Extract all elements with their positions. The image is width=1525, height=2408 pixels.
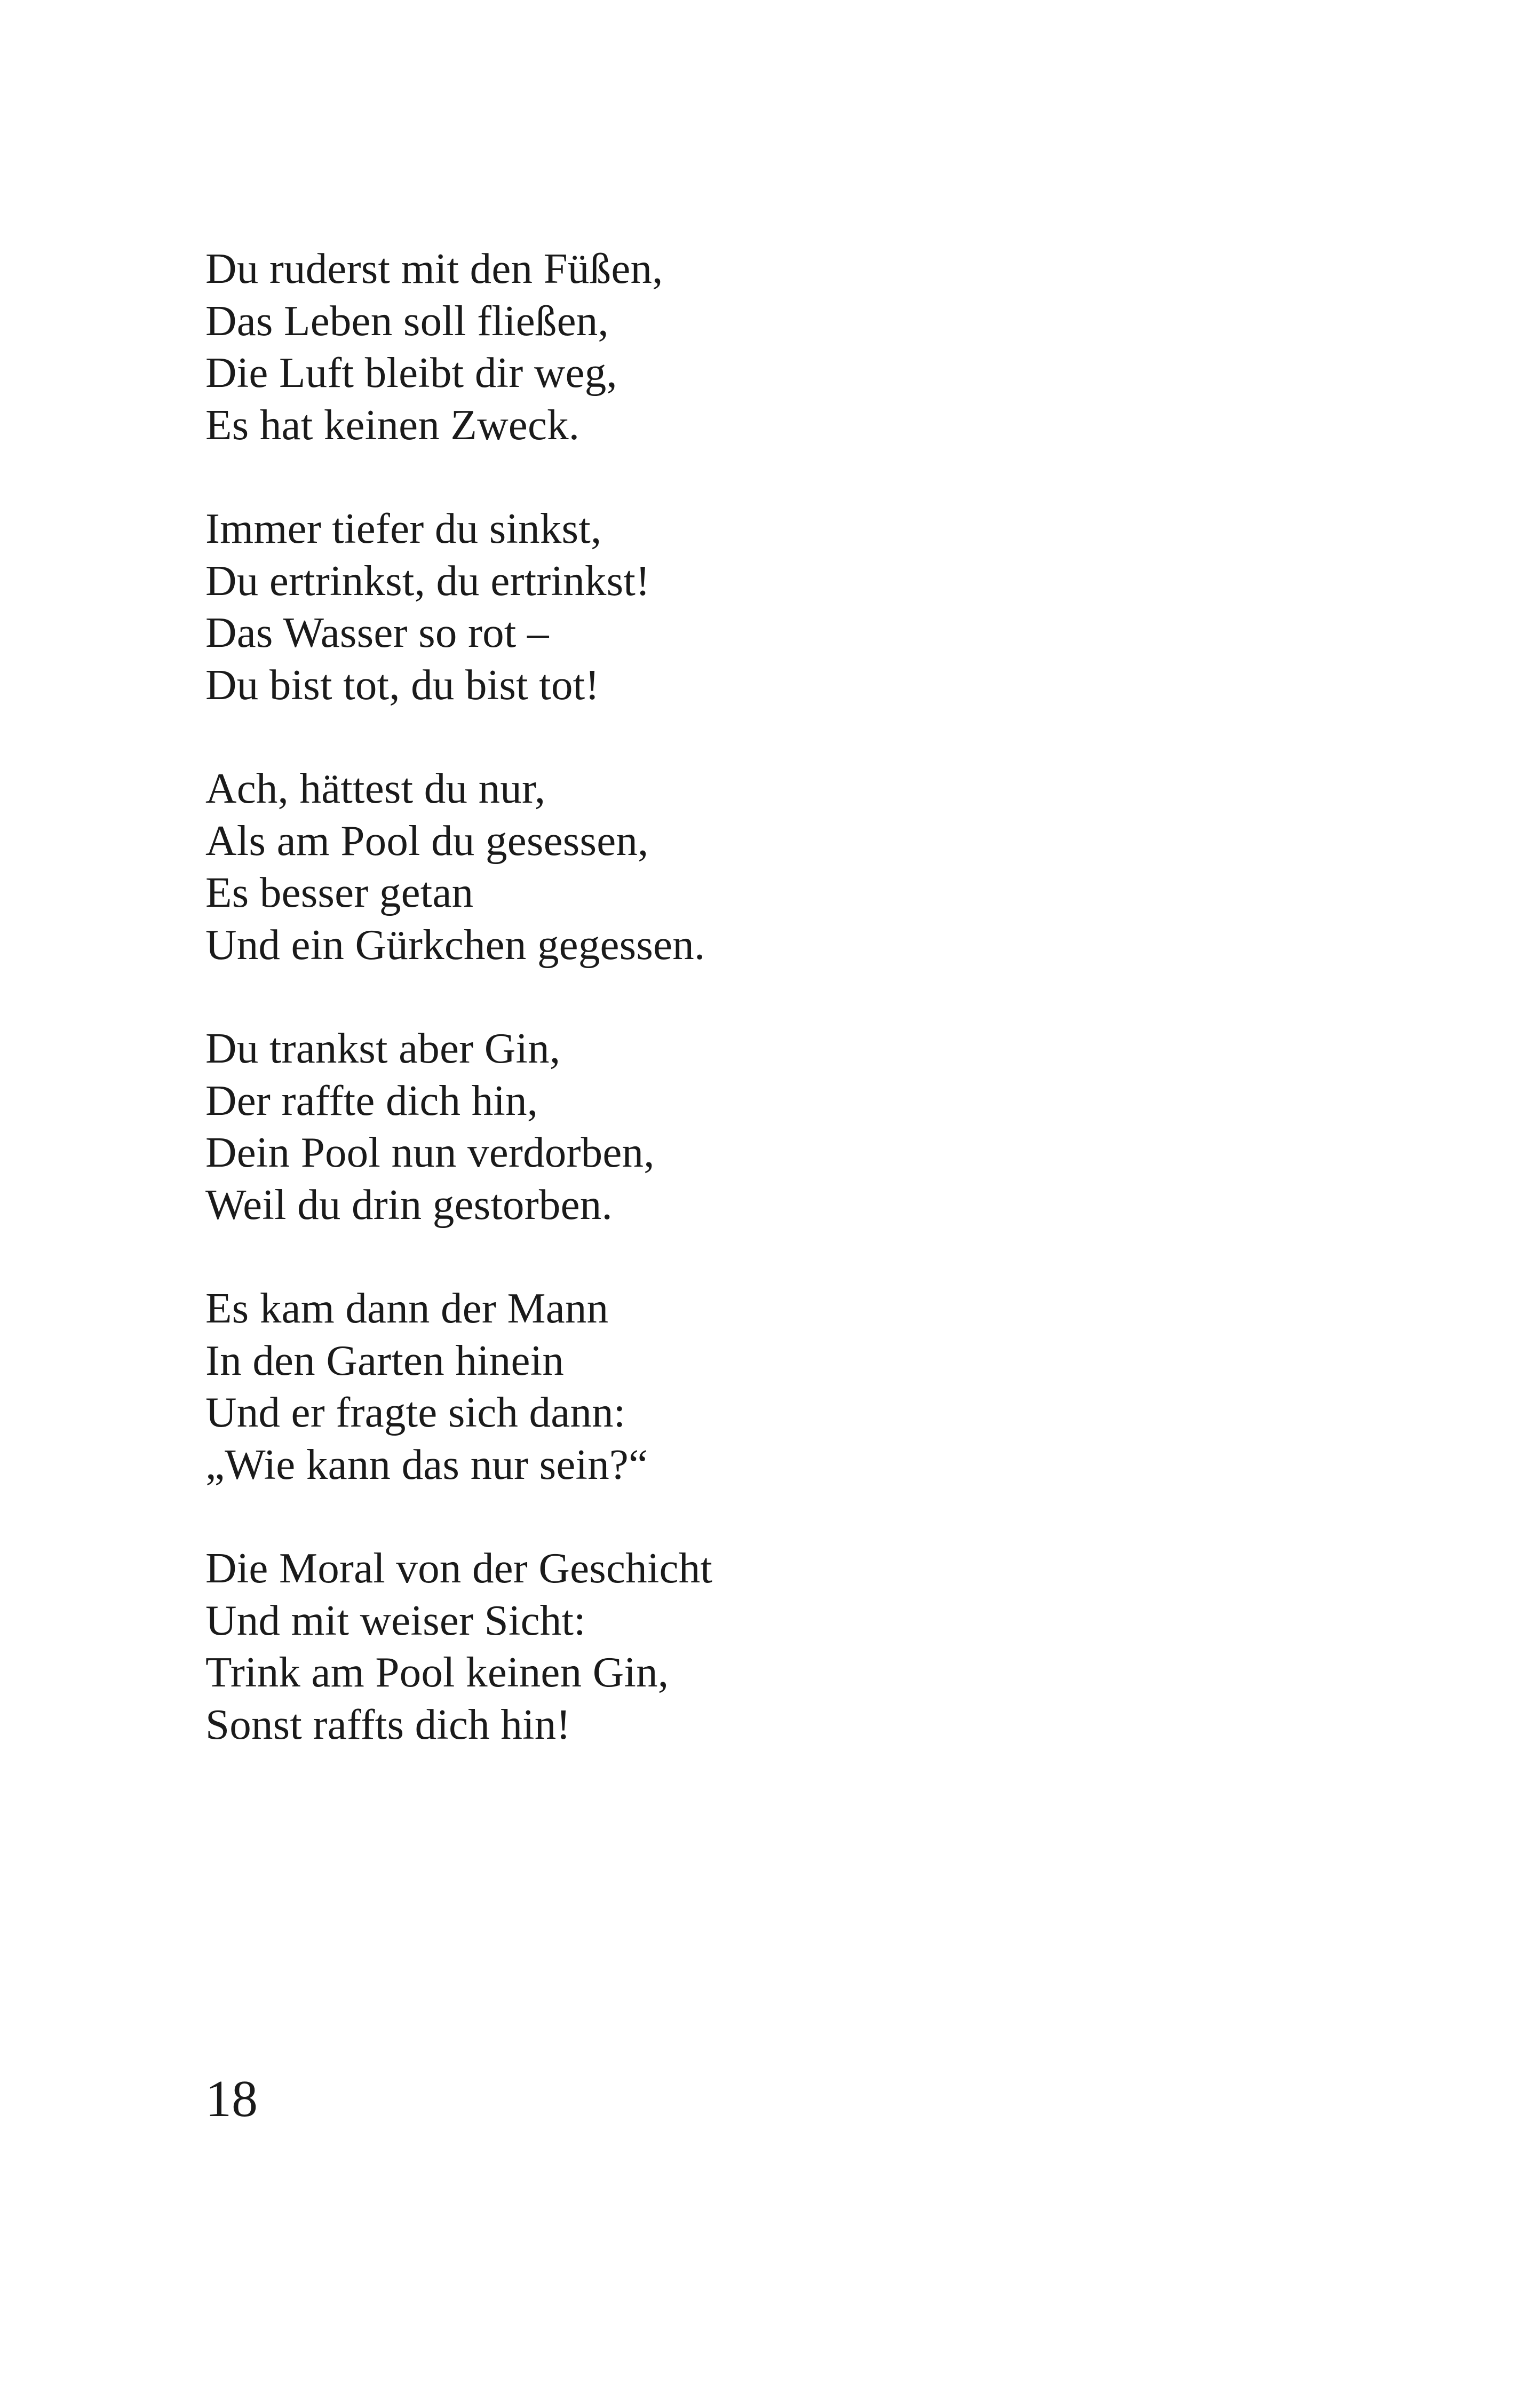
- poem-line: Das Wasser so rot –: [205, 608, 549, 656]
- poem-line: Sonst raffts dich hin!: [205, 1700, 571, 1748]
- poem-line: Trink am Pool keinen Gin,: [205, 1648, 669, 1696]
- poem-stanza-4: [205, 1023, 1326, 1231]
- poem-line: Es besser getan: [205, 868, 474, 916]
- poem-stanza-1: [205, 243, 1326, 451]
- poem-stanza-2: [205, 503, 1326, 711]
- poem-line: Die Moral von der Geschicht: [205, 1544, 713, 1592]
- page-number: 18: [205, 2070, 258, 2128]
- poem-line: Du trankst aber Gin,: [205, 1024, 561, 1072]
- poem-line: Es kam dann der Mann: [205, 1284, 609, 1332]
- poem-line: Du ertrinkst, du ertrinkst!: [205, 556, 650, 605]
- poem-line: Du bist tot, du bist tot!: [205, 660, 600, 709]
- poem-line: Dein Pool nun verdorben,: [205, 1128, 655, 1176]
- poem-line: Das Leben soll fließen,: [205, 296, 609, 345]
- poem-line: Ach, hättest du nur,: [205, 764, 546, 812]
- poem-stanza-5: [205, 1282, 1326, 1491]
- poem-line: Weil du drin gestorben.: [205, 1180, 613, 1229]
- poem-line: Die Luft bleibt dir weg,: [205, 348, 617, 397]
- poem-line: Immer tiefer du sinkst,: [205, 504, 602, 552]
- poem-line: In den Garten hinein: [205, 1336, 565, 1384]
- poem-line: Als am Pool du gesessen,: [205, 816, 649, 865]
- poem-line: „Wie kann das nur sein?“: [205, 1440, 648, 1488]
- poem-line: Und er fragte sich dann:: [205, 1388, 626, 1436]
- poem-line: Du ruderst mit den Füßen,: [205, 244, 663, 292]
- poem-line: Und mit weiser Sicht:: [205, 1596, 586, 1644]
- poem-line: Der raffte dich hin,: [205, 1076, 538, 1124]
- poem-body: [205, 243, 1326, 1802]
- poem-line: Und ein Gürkchen gegessen.: [205, 920, 705, 969]
- poem-stanza-6: [205, 1542, 1326, 1750]
- poem-line: Es hat keinen Zweck.: [205, 400, 580, 449]
- poem-stanza-3: [205, 763, 1326, 971]
